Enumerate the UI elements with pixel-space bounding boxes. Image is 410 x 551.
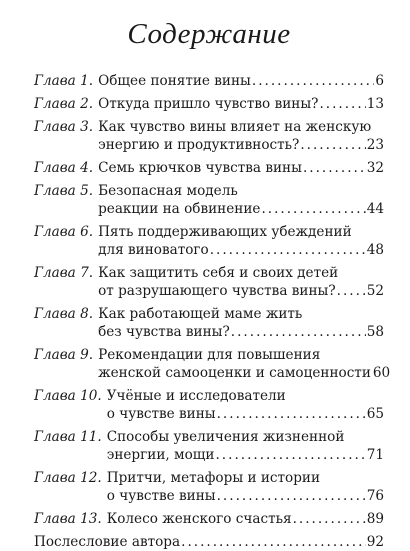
chapter-label: Глава 4. <box>34 160 94 176</box>
toc-entry-afterword <box>34 533 384 551</box>
toc-entry <box>34 346 391 382</box>
chapter-title-line <box>98 241 384 259</box>
chapter-title-block <box>98 223 384 259</box>
dot-leader <box>217 405 366 423</box>
toc-entry <box>34 159 384 177</box>
chapter-title-text: Семь крючков чувства вины <box>98 160 302 176</box>
chapter-title-text: Как чувство вины влияет на женскую <box>98 119 372 135</box>
chapter-title-block <box>98 305 384 341</box>
chapter-title-line <box>98 182 384 200</box>
dot-leader <box>181 533 366 551</box>
chapter-title-text: реакции на обвинение <box>98 201 261 217</box>
chapter-title-line <box>107 487 384 505</box>
chapter-title-block <box>107 469 384 505</box>
chapter-label: Глава 7. <box>34 265 94 281</box>
page-number: 71 <box>366 447 384 463</box>
chapter-title-line <box>98 136 384 154</box>
chapter-title-text: о чувстве вины <box>106 406 216 422</box>
chapter-title-block <box>107 428 384 464</box>
page-number: 52 <box>366 283 384 299</box>
toc-entry <box>34 95 384 113</box>
chapter-title-line <box>98 200 384 218</box>
toc-entry <box>34 305 384 341</box>
chapter-title-line <box>98 72 384 90</box>
page-number: 32 <box>366 160 384 176</box>
page-number: 65 <box>366 406 384 422</box>
chapter-title-text: Безопасная модель <box>98 183 238 199</box>
chapter-title-line <box>107 428 384 446</box>
dot-leader <box>319 95 365 113</box>
chapter-title-text: от разрушающего чувства вины? <box>98 283 336 299</box>
dot-leader <box>303 159 366 177</box>
chapter-title-line <box>98 346 384 364</box>
chapter-title-text: Как работающей маме жить <box>98 306 303 322</box>
toc-entry <box>34 72 384 90</box>
chapter-title-text: Как защитить себя и своих детей <box>98 265 339 281</box>
chapter-title-text: Колесо женского счастья <box>106 511 292 527</box>
chapter-label: Глава 3. <box>34 119 94 135</box>
chapter-title-block <box>98 72 384 90</box>
chapter-title-text: без чувства вины? <box>98 324 230 340</box>
chapter-label: Глава 9. <box>34 347 94 363</box>
page-number: 76 <box>366 488 384 504</box>
afterword-block <box>34 533 384 551</box>
dot-leader <box>293 510 366 528</box>
afterword-title: Послесловие автора <box>34 534 181 550</box>
chapter-title-text: Откуда пришло чувство вины? <box>98 96 319 112</box>
chapter-title-text: Рекомендации для повышения <box>98 347 321 363</box>
chapter-label: Глава 2. <box>34 96 94 112</box>
chapter-title-line <box>98 364 391 382</box>
chapter-title-block <box>98 182 384 218</box>
page-number: 44 <box>366 201 384 217</box>
chapter-label: Глава 5. <box>34 183 94 199</box>
dot-leader <box>217 487 366 505</box>
dot-leader <box>252 72 374 90</box>
chapter-title-line <box>98 305 384 323</box>
chapter-label: Глава 13. <box>34 511 102 527</box>
toc-list <box>34 72 391 551</box>
chapter-title-text: Притчи, метафоры и истории <box>106 470 321 486</box>
chapter-title-text: Учёные и исследователи <box>106 388 286 404</box>
toc-entry <box>34 264 384 300</box>
page-number: 89 <box>366 511 384 527</box>
chapter-title-line <box>98 95 384 113</box>
chapter-title-block <box>98 95 384 113</box>
page-number: 92 <box>366 534 384 550</box>
page-number: 48 <box>366 242 384 258</box>
chapter-title-line <box>98 323 384 341</box>
toc-entry <box>34 182 384 218</box>
dot-leader <box>231 323 366 341</box>
dot-leader <box>215 446 365 464</box>
chapter-title-block <box>107 510 384 528</box>
toc-entry <box>34 118 384 154</box>
chapter-title-text: энергию и продуктивность? <box>98 137 300 153</box>
chapter-title-block <box>107 387 384 423</box>
dot-leader <box>261 200 365 218</box>
chapter-title-text: о чувстве вины <box>106 488 216 504</box>
chapter-title-block <box>98 118 384 154</box>
chapter-label: Глава 10. <box>34 388 102 404</box>
chapter-label: Глава 6. <box>34 224 94 240</box>
chapter-title-line <box>98 159 384 177</box>
page-number: 58 <box>366 324 384 340</box>
toc-entry <box>34 428 384 464</box>
chapter-title-text: Общее понятие вины <box>98 73 251 89</box>
chapter-title-line <box>98 282 384 300</box>
afterword-line <box>34 533 384 551</box>
chapter-title-line <box>107 469 384 487</box>
toc-entry <box>34 223 384 259</box>
chapter-title-block <box>98 159 384 177</box>
toc-entry <box>34 387 384 423</box>
chapter-title-line <box>107 510 384 528</box>
chapter-title-text: для виноватого <box>98 242 209 258</box>
dot-leader <box>300 136 365 154</box>
page-number: 6 <box>375 73 384 89</box>
chapter-title-block <box>98 346 391 382</box>
toc-entry <box>34 469 384 505</box>
dot-leader <box>337 282 366 300</box>
chapter-title-text: женской самооценки и самоценности <box>98 365 371 381</box>
chapter-title-line <box>107 387 384 405</box>
page-number: 23 <box>366 137 384 153</box>
chapter-label: Глава 8. <box>34 306 94 322</box>
chapter-label: Глава 12. <box>34 470 102 486</box>
chapter-label: Глава 1. <box>34 73 94 89</box>
chapter-title-line <box>107 405 384 423</box>
chapter-title-text: Пять поддерживающих убеждений <box>98 224 352 240</box>
chapter-title-text: Способы увеличения жизненной <box>106 429 345 445</box>
chapter-title-line <box>98 264 384 282</box>
page-number: 60 <box>372 365 391 381</box>
dot-leader <box>210 241 366 259</box>
page-number: 13 <box>366 96 384 112</box>
chapter-title-line <box>98 223 384 241</box>
page-title: Содержание <box>127 18 291 50</box>
chapter-title-line <box>107 446 384 464</box>
toc-entry <box>34 510 384 528</box>
chapter-title-line <box>98 118 384 136</box>
chapter-title-text: энергии, мощи <box>106 447 215 463</box>
chapter-title-block <box>98 264 384 300</box>
chapter-label: Глава 11. <box>34 429 102 445</box>
